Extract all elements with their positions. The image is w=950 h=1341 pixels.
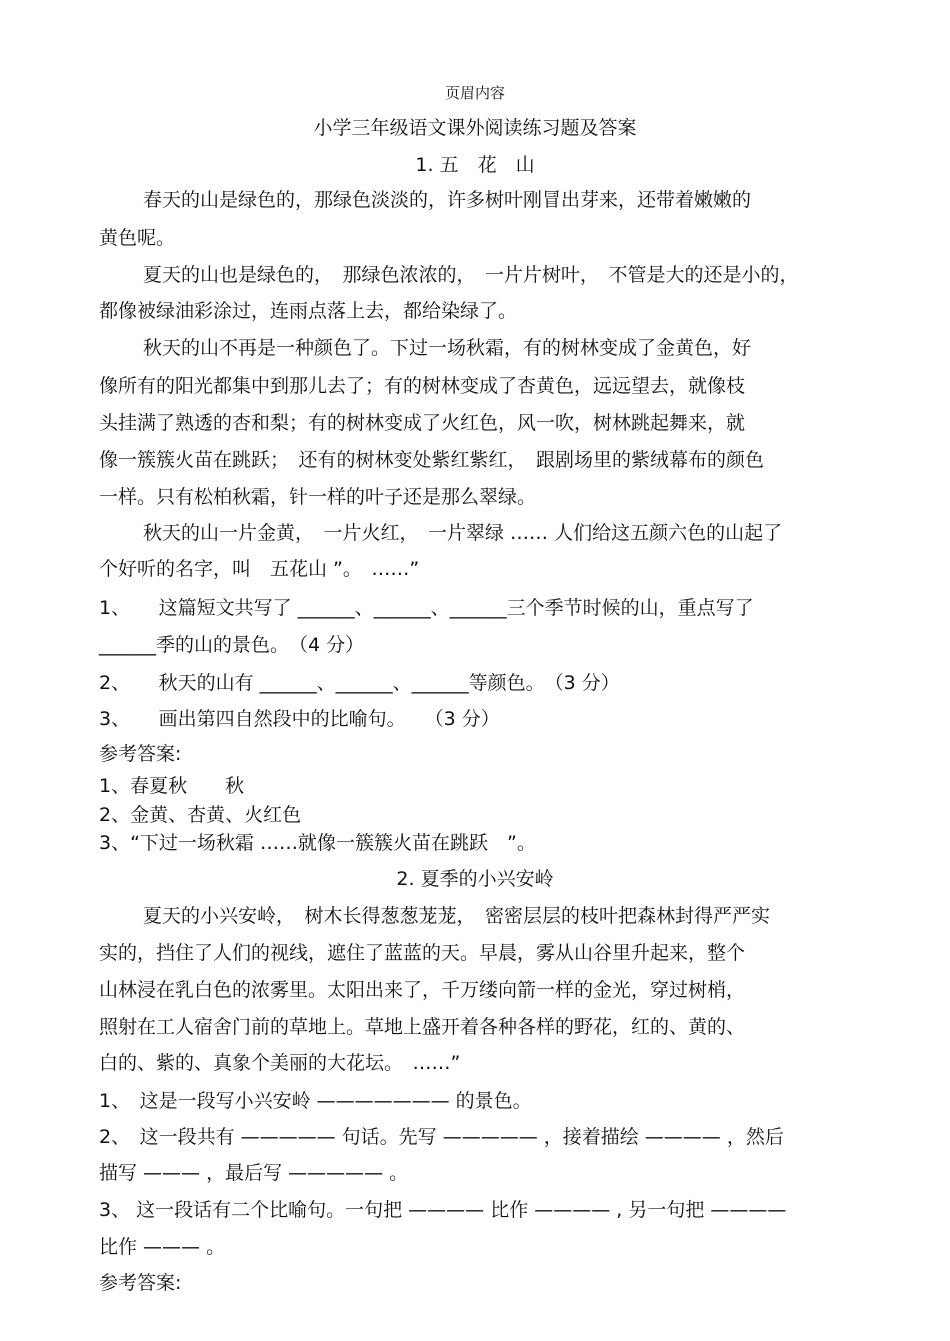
section-1-heading: 1. 五 花 山 [415, 154, 535, 176]
sec2-para-line1: 夏天的小兴安岭， 树木长得葱葱茏茏， 密密层层的枝叶把森林封得严严实 [143, 905, 771, 927]
sec1-question-1-cont: ______季的山的景色。 （4 分） [99, 634, 365, 656]
sec1-para1-line1: 春天的山是绿色的，那绿色淡淡的，许多树叶刚冒出芽来，还带着嫩嫩的 [143, 189, 752, 211]
sec2-para-line2: 实的，挡住了人们的视线，遮住了蓝蓝的天。早晨，雾从山谷里升起来，整个 [99, 942, 746, 964]
sec1-para3-line1: 秋天的山不再是一种颜色了。下过一场秋霜，有的树林变成了金黄色，好 [143, 337, 752, 359]
sec1-para1-line2: 黄色呢。 [99, 227, 176, 249]
sec2-answer-label: 参考答案: [99, 1272, 182, 1294]
sec2-question-3: 3、 这一段话有二个比喻句。一句把 ———— 比作 ———— , 另一句把 ———— [99, 1199, 787, 1221]
sec1-para4-line1: 秋天的山一片金黄， 一片火红， 一片翠绿 …… 人们给这五颜六色的山起了 [143, 522, 783, 544]
sec2-question-3-cont: 比作 ——— 。 [99, 1236, 226, 1258]
sec2-question-2: 2、 这一段共有 ————— 句话。先写 ————— ，接着描绘 ———— ，然后 [99, 1126, 784, 1148]
sec2-question-2-cont: 描写 ——— ，最后写 ————— 。 [99, 1162, 409, 1184]
sec2-question-1: 1、 这是一段写小兴安岭 ——————— 的景色。 [99, 1090, 532, 1112]
sec1-para4-line2: 个好听的名字，叫 五花山 ”。 ……” [99, 558, 420, 580]
sec2-para-line3: 山林浸在乳白色的浓雾里。太阳出来了，千万缕向箭一样的金光，穿过树梢， [99, 979, 746, 1001]
sec1-para2-line1: 夏天的山也是绿色的， 那绿色浓浓的， 一片片树叶， 不管是大的还是小的， [143, 264, 799, 286]
sec1-question-1: 1、 这篇短文共写了 ______、______、______三个季节时候的山，重点写了 [99, 597, 754, 619]
sec1-answer-3: 3、“下过一场秋霜 ……就像一簇簇火苗在跳跃 ”。 [99, 832, 536, 854]
sec1-para3-line5: 一样。只有松柏秋霜，针一样的叶子还是那么翠绿。 [99, 486, 537, 508]
sec1-para3-line4: 像一簇簇火苗在跳跃； 还有的树林变处紫红紫红， 跟剧场里的紫绒幕布的颜色 [99, 449, 765, 471]
sec1-answer-1: 1、春夏秋 秋 [99, 775, 245, 797]
sec1-question-2: 2、 秋天的山有 ______、______、______等颜色。 （3 分） [99, 672, 620, 694]
sec2-para-line4: 照射在工人宿舍门前的草地上。草地上盛开着各种各样的野花，红的、黄的、 [99, 1016, 746, 1038]
sec1-answer-label: 参考答案: [99, 743, 182, 765]
sec1-para2-line2: 都像被绿油彩涂过，连雨点落上去，都给染绿了。 [99, 300, 518, 322]
page-header: 页眉内容 [444, 84, 505, 102]
sec1-question-3: 3、 画出第四自然段中的比喻句。 （3 分） [99, 708, 500, 730]
document-title: 小学三年级语文课外阅读练习题及答案 [313, 117, 637, 139]
sec1-para3-line3: 头挂满了熟透的杏和梨；有的树林变成了火红色，风一吹，树林跳起舞来，就 [99, 412, 746, 434]
sec2-para-line5: 白的、紫的、真象个美丽的大花坛。 ……” [99, 1052, 461, 1074]
sec1-para3-line2: 像所有的阳光都集中到那儿去了；有的树林变成了杏黄色，远远望去，就像枝 [99, 375, 746, 397]
sec1-answer-2: 2、金黄、杏黄、火红色 [99, 804, 302, 826]
section-2-heading: 2. 夏季的小兴安岭 [396, 868, 554, 890]
